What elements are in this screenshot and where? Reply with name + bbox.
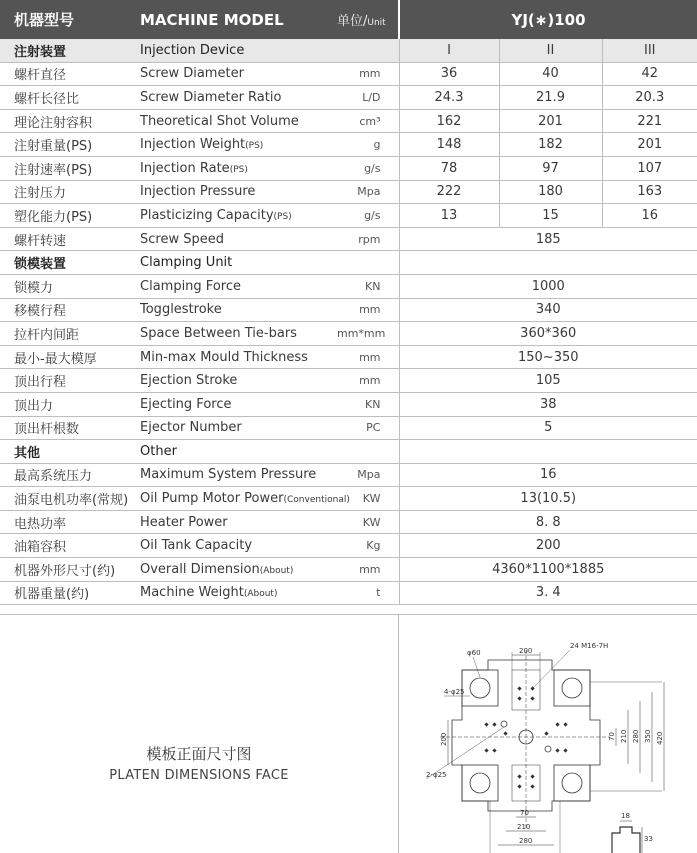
row-value: 222 — [399, 180, 499, 204]
row-value: 78 — [399, 156, 499, 180]
row-unit: mm — [337, 345, 399, 369]
row-label-en — [134, 487, 350, 511]
row-label-en: Ejector Number — [134, 416, 337, 440]
row-unit: cm³ — [337, 109, 399, 133]
section-label-cn: 锁模装置 — [0, 251, 134, 275]
dim-label-thread: 24 M16-7H — [570, 642, 609, 650]
row-label-en — [134, 204, 337, 228]
t-slot-detail — [612, 827, 640, 853]
row-label-en-text: Machine Weight — [140, 585, 244, 601]
row-label-cn: 油泵电机功率(常规) — [0, 487, 134, 511]
row-label-cn: 拉杆内间距 — [0, 322, 134, 346]
section-label-en: Other — [134, 440, 337, 464]
row-label-cn: 顶出力 — [0, 392, 134, 416]
row-label-cn: 移模行程 — [0, 298, 134, 322]
row-unit: t — [337, 581, 399, 605]
section-label-en: Injection Device — [134, 39, 337, 62]
table-row — [0, 227, 697, 251]
col-header-iii: III — [602, 39, 697, 62]
row-label-en-text: Oil Pump Motor Power — [140, 491, 284, 507]
row-value: 201 — [602, 133, 697, 157]
row-label-en-sub: (PS) — [273, 211, 292, 222]
header-unit — [337, 0, 399, 39]
row-label-en: Togglestroke — [134, 298, 337, 322]
header-cn-title: 机器型号 — [0, 0, 134, 39]
row-value: 148 — [399, 133, 499, 157]
row-value: 36 — [399, 62, 499, 86]
dim-label-33: 33 — [644, 835, 653, 843]
row-label-cn: 塑化能力(PS) — [0, 204, 134, 228]
row-label-en-text: Overall Dimension — [140, 561, 260, 577]
row-value: 40 — [499, 62, 602, 86]
row-value: 185 — [399, 227, 697, 251]
row-label-en-text: Plasticizing Capacity — [140, 207, 274, 223]
tie-bar-block-tr — [554, 670, 590, 706]
table-row — [0, 298, 697, 322]
table-row — [0, 392, 697, 416]
row-label-cn: 注射压力 — [0, 180, 134, 204]
row-label-cn: 注射重量(PS) — [0, 133, 134, 157]
section-other — [0, 440, 697, 464]
table-row — [0, 322, 697, 346]
table-row — [0, 180, 697, 204]
row-value: 340 — [399, 298, 697, 322]
row-value: 13(10.5) — [399, 487, 697, 511]
dim-label-280-right: 280 — [632, 729, 640, 743]
row-label-cn: 机器外形尺寸(约) — [0, 558, 134, 582]
dim-label-70-bottom: 70 — [520, 809, 529, 817]
row-label-en: Space Between Tie-bars — [134, 322, 337, 346]
section-unit-empty — [337, 440, 399, 464]
row-value: 105 — [399, 369, 697, 393]
table-row — [0, 463, 697, 487]
row-label-en-text: Injection Weight — [140, 137, 246, 153]
row-unit: g — [337, 133, 399, 157]
row-value: 20.3 — [602, 86, 697, 110]
side-hole-left — [501, 721, 507, 727]
tie-bar-block-br — [554, 765, 590, 801]
table-row — [0, 558, 697, 582]
row-value: 16 — [399, 463, 697, 487]
row-label-en: Theoretical Shot Volume — [134, 109, 337, 133]
dim-label-200-left: 200 — [440, 732, 448, 746]
row-value: 201 — [499, 109, 602, 133]
dim-label-200-top: 200 — [519, 647, 533, 655]
platen-caption — [0, 743, 398, 783]
row-value: 13 — [399, 204, 499, 228]
leader-holes2 — [426, 727, 504, 779]
row-unit: Kg — [337, 534, 399, 558]
table-row — [0, 487, 697, 511]
tie-bar-hole-tl — [470, 678, 490, 698]
row-value: 1000 — [399, 274, 697, 298]
row-value: 360*360 — [399, 322, 697, 346]
row-unit: mm*mm — [337, 322, 399, 346]
row-value: 21.9 — [499, 86, 602, 110]
header-unit-en: Unit — [367, 18, 386, 28]
row-label-cn: 锁模力 — [0, 274, 134, 298]
table-row — [0, 534, 697, 558]
row-label-cn: 电热功率 — [0, 510, 134, 534]
row-label-en: Screw Speed — [134, 227, 337, 251]
row-unit: KW — [337, 487, 399, 511]
row-label-en: Min-max Mould Thickness — [134, 345, 337, 369]
tie-bar-block-tl — [462, 670, 498, 706]
row-label-en: Maximum System Pressure — [134, 463, 337, 487]
row-unit: Mpa — [337, 463, 399, 487]
row-label-cn: 螺杆直径 — [0, 62, 134, 86]
row-label-en: Screw Diameter — [134, 62, 337, 86]
row-value: 16 — [602, 204, 697, 228]
row-value: 38 — [399, 392, 697, 416]
row-value: 97 — [499, 156, 602, 180]
row-label-cn: 理论注射容积 — [0, 109, 134, 133]
dim-label-d60: φ60 — [467, 649, 481, 657]
row-unit: mm — [337, 558, 399, 582]
row-label-en-sub: (About) — [243, 589, 278, 600]
row-value: 162 — [399, 109, 499, 133]
table-row — [0, 133, 697, 157]
row-unit: PC — [337, 416, 399, 440]
leader-thread — [533, 650, 570, 688]
table-row — [0, 416, 697, 440]
section-value-empty — [399, 251, 697, 275]
dim-label-holes2: 2-φ25 — [426, 771, 447, 779]
row-label-cn: 顶出杆根数 — [0, 416, 134, 440]
table-row — [0, 109, 697, 133]
row-label-cn: 螺杆长径比 — [0, 86, 134, 110]
dim-label-18: 18 — [621, 812, 630, 820]
row-unit: mm — [337, 298, 399, 322]
table-row — [0, 204, 697, 228]
row-label-en — [134, 156, 337, 180]
table-row — [0, 86, 697, 110]
row-label-en-sub: (PS) — [245, 141, 264, 152]
col-header-ii: II — [499, 39, 602, 62]
platen-caption-cn: 模板正面尺寸图 — [146, 745, 252, 763]
leader-d60 — [473, 657, 480, 677]
row-label-en — [134, 558, 337, 582]
row-value: 15 — [499, 204, 602, 228]
row-label-cn: 注射速率(PS) — [0, 156, 134, 180]
row-label-en — [134, 581, 337, 605]
dim-label-350-right: 350 — [644, 729, 652, 743]
row-value: 107 — [602, 156, 697, 180]
section-injection — [0, 39, 697, 62]
row-unit: g/s — [337, 204, 399, 228]
row-label-en-sub: (About) — [259, 565, 294, 576]
section-clamping — [0, 251, 697, 275]
table-row — [0, 274, 697, 298]
section-unit-empty — [337, 39, 399, 62]
section-unit-empty — [337, 251, 399, 275]
section-label-en: Clamping Unit — [134, 251, 337, 275]
tie-bar-hole-tr — [562, 678, 582, 698]
row-value: 4360*1100*1885 — [399, 558, 697, 582]
col-header-i: I — [399, 39, 499, 62]
row-label-cn: 螺杆转速 — [0, 227, 134, 251]
platen-section — [0, 614, 697, 853]
row-label-en: Ejecting Force — [134, 392, 337, 416]
row-unit: L/D — [337, 86, 399, 110]
row-label-en-sub: (Conventional) — [283, 495, 350, 506]
table-row — [0, 510, 697, 534]
header-en-title: MACHINE MODEL — [134, 0, 337, 39]
row-label-en: Ejection Stroke — [134, 369, 337, 393]
tie-bar-block-bl — [462, 765, 498, 801]
table-row — [0, 581, 697, 605]
row-value: 221 — [602, 109, 697, 133]
row-value: 24.3 — [399, 86, 499, 110]
row-label-cn: 最小-最大模厚 — [0, 345, 134, 369]
row-unit: rpm — [337, 227, 399, 251]
row-label-en — [134, 133, 337, 157]
row-value: 182 — [499, 133, 602, 157]
section-value-empty — [399, 440, 697, 464]
header-unit-cn: 单位/ — [337, 14, 368, 29]
platen-drawing — [400, 615, 697, 853]
tie-bar-hole-br — [562, 773, 582, 793]
dim-label-420-right: 420 — [656, 731, 664, 745]
row-label-en-sub: (PS) — [229, 164, 248, 175]
row-unit: KN — [337, 274, 399, 298]
table-row — [0, 345, 697, 369]
row-label-en: Heater Power — [134, 510, 337, 534]
row-unit: mm — [337, 369, 399, 393]
table-row — [0, 156, 697, 180]
section-label-cn: 注射装置 — [0, 39, 134, 62]
table-header — [0, 0, 697, 39]
row-label-en: Injection Pressure — [134, 180, 337, 204]
table-row — [0, 369, 697, 393]
section-divider — [398, 615, 399, 853]
dim-label-210-bottom: 210 — [517, 823, 531, 831]
header-model: YJ(∗)100 — [399, 0, 697, 39]
dim-label-holes4: 4-φ25 — [444, 688, 465, 696]
row-label-cn: 最高系统压力 — [0, 463, 134, 487]
row-value: 3. 4 — [399, 581, 697, 605]
row-value: 150~350 — [399, 345, 697, 369]
row-label-en: Screw Diameter Ratio — [134, 86, 337, 110]
dim-label-70-right: 70 — [608, 732, 616, 741]
row-label-cn: 油箱容积 — [0, 534, 134, 558]
row-label-en-text: Injection Rate — [140, 160, 230, 176]
section-label-cn: 其他 — [0, 440, 134, 464]
platen-caption-en: PLATEN DIMENSIONS FACE — [109, 768, 289, 783]
row-label-cn: 顶出行程 — [0, 369, 134, 393]
row-value: 5 — [399, 416, 697, 440]
tie-bar-hole-bl — [470, 773, 490, 793]
row-unit: Mpa — [337, 180, 399, 204]
row-value: 42 — [602, 62, 697, 86]
row-label-cn: 机器重量(约) — [0, 581, 134, 605]
row-label-en: Oil Tank Capacity — [134, 534, 337, 558]
table-row — [0, 62, 697, 86]
row-value: 8. 8 — [399, 510, 697, 534]
row-unit: mm — [337, 62, 399, 86]
row-unit: KN — [337, 392, 399, 416]
row-label-en: Clamping Force — [134, 274, 337, 298]
row-unit: g/s — [337, 156, 399, 180]
side-hole-right — [545, 746, 551, 752]
dim-label-210-right: 210 — [620, 729, 628, 743]
row-unit: KW — [337, 510, 399, 534]
row-value: 180 — [499, 180, 602, 204]
row-value: 163 — [602, 180, 697, 204]
dim-label-280-bottom: 280 — [519, 837, 533, 845]
row-value: 200 — [399, 534, 697, 558]
